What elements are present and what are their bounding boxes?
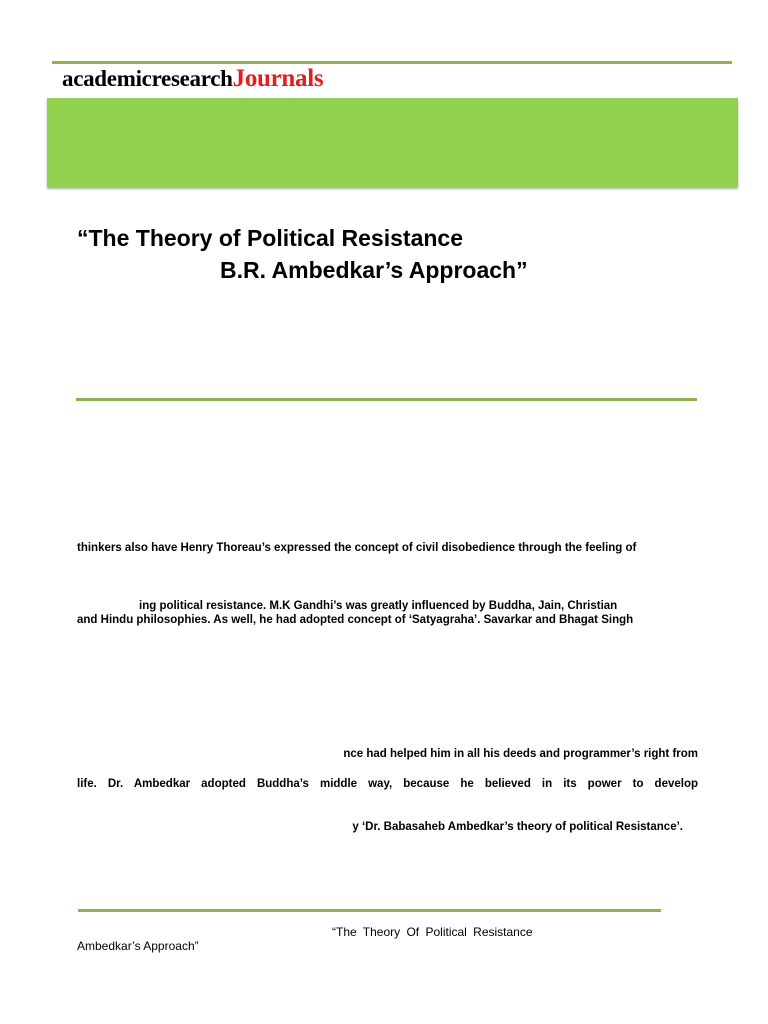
journal-logo <box>62 64 323 94</box>
paper-title-line-2: B.R. Ambedkar’s Approach” <box>220 257 528 283</box>
footer-title-line-1: “The Theory Of Political Resistance <box>332 925 533 939</box>
logo-accent-text: Journals <box>232 65 324 92</box>
header-banner <box>47 98 738 187</box>
body-text-line: life. Dr. Ambedkar adopted Buddha’s middle way, because he believed in its power to develop <box>77 778 698 790</box>
footer-rule <box>78 909 661 912</box>
paper-title-line-1: “The Theory of Political Resistance <box>77 225 463 251</box>
body-text-line: ing political resistance. M.K Gandhi’s was greatly influenced by Buddha, Jain, Christian <box>139 600 618 612</box>
title-divider <box>76 398 697 401</box>
body-text-line: and Hindu philosophies. As well, he had adopted concept of ‘Satyagraha’. Savarkar and Bhagat Singh <box>77 614 634 626</box>
body-text-line: y ‘Dr. Babasaheb Ambedkar’s theory of political Resistance’. <box>352 821 683 833</box>
body-text-line: nce had helped him in all his deeds and programmer’s right from <box>343 748 698 760</box>
body-text-line: thinkers also have Henry Thoreau’s expressed the concept of civil disobedience through the feeling of <box>77 542 637 554</box>
footer-title-line-2: Ambedkar’s Approach” <box>77 939 199 953</box>
logo-main-text: academicresearch <box>62 66 233 91</box>
